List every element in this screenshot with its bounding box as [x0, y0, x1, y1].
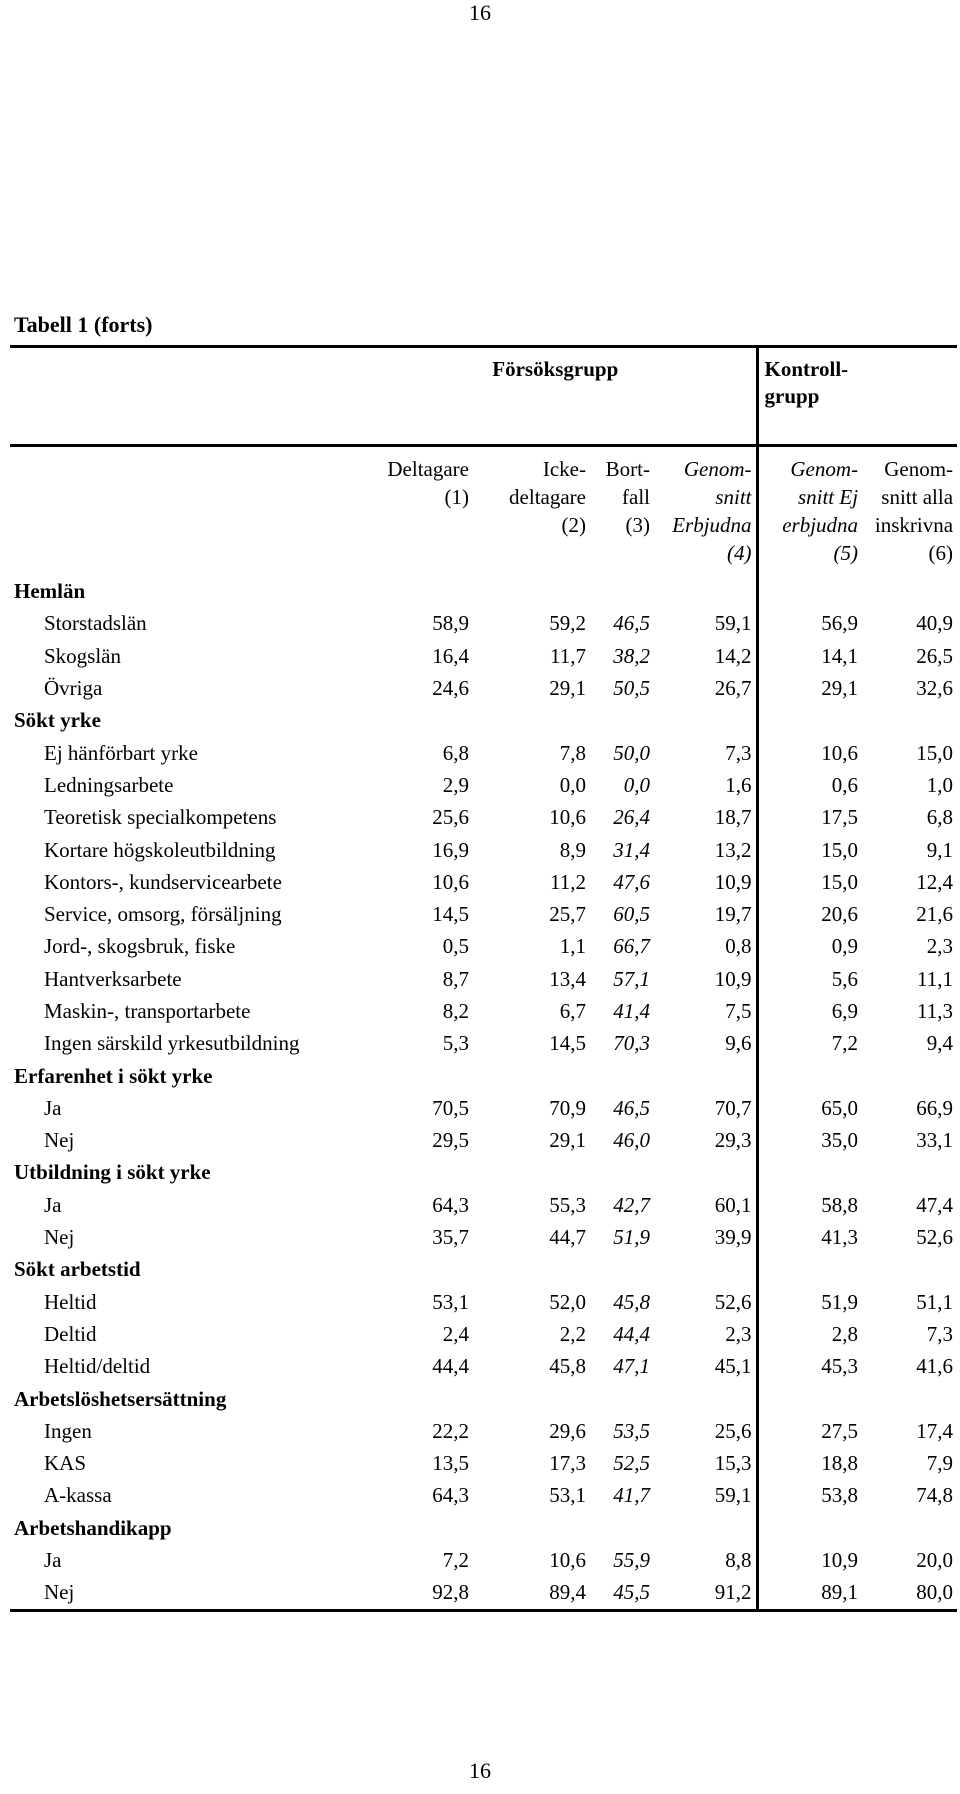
value-cell-col2: 6,7	[559, 999, 586, 1023]
row-label: Nej	[44, 1225, 75, 1250]
value-cell-col2: 11,2	[550, 869, 586, 894]
column-header-5	[757, 446, 862, 576]
row-label: Ja	[44, 1548, 62, 1573]
value-cell-col1: 16,9	[432, 837, 469, 862]
table-caption: Tabell 1 (forts)	[14, 312, 153, 337]
value-cell-col4: 26,7	[714, 676, 752, 701]
column-header-line: snitt	[715, 485, 752, 509]
empty-cell	[355, 575, 473, 607]
value-cell-col4: 91,2	[654, 1576, 757, 1610]
group-control-label-1: Kontroll-	[764, 357, 849, 381]
section-header-row	[10, 1512, 957, 1544]
table-row	[10, 1447, 957, 1479]
table-row	[10, 1350, 957, 1382]
value-cell-col4: 15,3	[714, 1451, 752, 1476]
page-number-bottom: 16	[469, 1758, 491, 1783]
value-cell-col1: 44,4	[432, 1354, 469, 1379]
column-header-row	[10, 446, 957, 576]
section-header-row	[10, 575, 957, 607]
value-cell-col2: 17,3	[549, 1451, 586, 1476]
table-row	[10, 1221, 957, 1253]
value-cell-col5: 10,6	[757, 736, 862, 768]
table-row	[10, 1544, 957, 1576]
value-cell-col2: 8,9	[559, 837, 586, 862]
row-label: Maskin-, transportarbete	[44, 999, 251, 1023]
group-header-row	[10, 347, 957, 446]
column-header-line: Erbjudna	[672, 513, 752, 537]
value-cell-col4: 18,7	[714, 805, 752, 830]
value-cell-col4: 8,8	[725, 1548, 752, 1573]
value-cell-col1: 5,3	[442, 1031, 469, 1056]
row-label: Nej	[10, 1576, 355, 1610]
value-cell-col6: 9,4	[926, 1031, 954, 1056]
value-cell-col3: 31,4	[613, 837, 650, 862]
value-cell-col1: 70,5	[432, 1095, 469, 1120]
empty-cell	[757, 1253, 862, 1285]
value-cell-col1: 22,2	[432, 1418, 469, 1443]
row-label: Ej hänförbart yrke	[44, 740, 198, 765]
value-cell-col1: 0,5	[442, 934, 469, 959]
empty-cell	[590, 575, 654, 607]
empty-cell	[355, 1382, 473, 1414]
value-cell-col2: 0,0	[559, 772, 586, 797]
section-title: Arbetslöshetsersättning	[14, 1386, 227, 1411]
value-cell-col2: 55,3	[549, 1192, 586, 1217]
value-cell-col4: 7,5	[725, 999, 752, 1023]
value-cell-col6: 17,4	[916, 1418, 954, 1443]
value-cell-col1: 92,8	[355, 1576, 473, 1610]
empty-cell	[590, 1059, 654, 1091]
section-header-row	[10, 704, 957, 736]
value-cell-col2: 52,0	[549, 1289, 586, 1314]
value-cell-col5: 35,0	[757, 1124, 862, 1156]
table-row	[10, 736, 957, 768]
value-cell-col4: 29,3	[714, 1128, 752, 1153]
empty-cell	[654, 704, 757, 736]
value-cell-col6: 7,3	[926, 1321, 954, 1346]
value-cell-col3: 44,4	[613, 1321, 650, 1346]
value-cell-col6: 9,1	[926, 837, 954, 862]
value-cell-col3: 66,7	[613, 934, 650, 959]
value-cell-col3: 60,5	[613, 902, 650, 927]
value-cell-col6: 66,9	[916, 1095, 954, 1120]
table-row	[10, 930, 957, 962]
group-trial	[355, 347, 757, 446]
value-cell-col3: 47,1	[613, 1354, 650, 1379]
value-cell-col5: 15,0	[757, 833, 862, 865]
empty-cell	[590, 1512, 654, 1544]
row-label: Storstadslän	[44, 611, 147, 636]
table-row	[10, 1415, 957, 1447]
column-header-line: (4)	[727, 541, 752, 565]
table-row	[10, 769, 957, 801]
section-title: Sökt yrke	[14, 708, 101, 733]
row-label: Övriga	[44, 676, 103, 701]
value-cell-col4: 39,9	[714, 1225, 752, 1250]
column-header-line: deltagare	[509, 485, 586, 509]
table-row	[10, 607, 957, 639]
value-cell-col6: 7,9	[926, 1451, 954, 1476]
value-cell-col4: 59,1	[714, 611, 752, 636]
value-cell-col5: 5,6	[757, 963, 862, 995]
value-cell-col3: 41,7	[613, 1483, 650, 1508]
value-cell-col6: 2,3	[926, 934, 954, 959]
value-cell-col1: 2,9	[442, 772, 469, 797]
column-header-line: Genom-	[683, 457, 752, 481]
empty-cell	[654, 1382, 757, 1414]
value-cell-col5: 14,1	[757, 640, 862, 672]
value-cell-col6: 26,5	[916, 643, 954, 668]
row-label: KAS	[44, 1451, 87, 1476]
section-header-row	[10, 1382, 957, 1414]
value-cell-col4: 1,6	[725, 772, 752, 797]
group-control-label-2: grupp	[764, 384, 820, 408]
table-row	[10, 640, 957, 672]
empty-cell	[862, 1156, 957, 1188]
empty-cell	[654, 1253, 757, 1285]
value-cell-col6: 41,6	[916, 1354, 954, 1379]
table-row	[10, 833, 957, 865]
empty-cell	[473, 1382, 590, 1414]
empty-cell	[654, 1512, 757, 1544]
value-cell-col3: 26,4	[613, 805, 650, 830]
value-cell-col4: 52,6	[714, 1289, 752, 1314]
value-cell-col6: 52,6	[916, 1225, 954, 1250]
row-label: Heltid	[44, 1289, 97, 1314]
row-label: Nej	[44, 1128, 75, 1153]
section-header-row	[10, 1059, 957, 1091]
value-cell-col2: 2,2	[559, 1321, 586, 1346]
value-cell-col6: 15,0	[916, 740, 954, 765]
empty-cell	[654, 575, 757, 607]
value-cell-col3: 55,9	[613, 1548, 650, 1573]
row-label: Heltid/deltid	[44, 1354, 151, 1379]
table-row	[10, 1027, 957, 1059]
column-header-line: Genom-	[884, 457, 954, 481]
column-header-line: (5)	[833, 541, 859, 565]
empty-cell	[590, 1156, 654, 1188]
value-cell-col2: 53,1	[549, 1483, 586, 1508]
column-header-line: Genom-	[790, 457, 859, 481]
value-cell-col5: 58,8	[757, 1189, 862, 1221]
value-cell-col2: 1,1	[559, 934, 586, 959]
table-row	[10, 1124, 957, 1156]
column-header-line: (3)	[625, 513, 650, 537]
column-header-line: Deltagare	[387, 457, 469, 481]
value-cell-col4: 10,9	[714, 869, 752, 894]
group-control	[757, 347, 957, 446]
row-label: Hantverksarbete	[44, 966, 182, 991]
value-cell-col2: 14,5	[549, 1031, 586, 1056]
empty-cell	[862, 704, 957, 736]
value-cell-col2: 29,6	[549, 1418, 586, 1443]
value-cell-col5: 18,8	[757, 1447, 862, 1479]
value-cell-col1: 2,4	[442, 1321, 469, 1346]
column-header-4	[654, 446, 757, 576]
value-cell-col5: 17,5	[757, 801, 862, 833]
value-cell-col1: 7,2	[442, 1548, 469, 1573]
empty-cell	[355, 1156, 473, 1188]
table-row	[10, 995, 957, 1027]
table-row	[10, 898, 957, 930]
value-cell-col3: 57,1	[613, 966, 650, 991]
empty-cell	[757, 575, 862, 607]
empty-cell	[355, 1059, 473, 1091]
value-cell-col2: 45,8	[549, 1354, 586, 1379]
column-header-line: fall	[622, 485, 650, 509]
empty-cell	[473, 1512, 590, 1544]
value-cell-col1: 8,7	[442, 966, 469, 991]
column-header-line: Icke-	[542, 457, 586, 481]
section-title: Erfarenhet i sökt yrke	[14, 1063, 213, 1088]
value-cell-col5: 53,8	[757, 1479, 862, 1511]
value-cell-col4: 70,7	[714, 1095, 752, 1120]
value-cell-col6: 1,0	[926, 772, 954, 797]
value-cell-col1: 64,3	[432, 1192, 469, 1217]
empty-cell	[473, 1059, 590, 1091]
value-cell-col1: 53,1	[432, 1289, 469, 1314]
table-body	[10, 575, 957, 1610]
row-label: Kortare högskoleutbildning	[44, 837, 276, 862]
value-cell-col4: 7,3	[725, 740, 752, 765]
value-cell-col1: 6,8	[442, 740, 469, 765]
row-label: Ja	[44, 1192, 62, 1217]
value-cell-col6: 33,1	[916, 1128, 954, 1153]
value-cell-col3: 53,5	[613, 1418, 650, 1443]
value-cell-col6: 47,4	[916, 1192, 954, 1217]
empty-cell	[862, 1382, 957, 1414]
section-title: Sökt arbetstid	[14, 1257, 141, 1282]
section-title: Hemlän	[14, 579, 86, 604]
empty-cell	[590, 1253, 654, 1285]
value-cell-col2: 29,1	[549, 1128, 586, 1153]
value-cell-col1: 29,5	[432, 1128, 469, 1153]
value-cell-col6: 12,4	[916, 869, 954, 894]
empty-cell	[862, 1512, 957, 1544]
value-cell-col1: 25,6	[432, 805, 469, 830]
empty-cell	[355, 704, 473, 736]
value-cell-col2: 10,6	[549, 805, 586, 830]
row-label: Ingen	[44, 1418, 92, 1443]
empty-cell	[654, 1059, 757, 1091]
row-label: Service, omsorg, försäljning	[44, 902, 282, 927]
table-row	[10, 1479, 957, 1511]
value-cell-col2: 29,1	[549, 676, 586, 701]
value-cell-col2: 70,9	[549, 1095, 586, 1120]
value-cell-col3: 46,5	[613, 1095, 650, 1120]
row-label: Kontors-, kundservicearbete	[44, 869, 282, 894]
value-cell-col2: 7,8	[559, 740, 586, 765]
value-cell-col4: 0,8	[725, 934, 752, 959]
data-table-container	[10, 345, 957, 1612]
value-cell-col3: 50,5	[613, 676, 650, 701]
value-cell-col4: 2,3	[725, 1321, 752, 1346]
value-cell-col6: 40,9	[916, 611, 954, 636]
column-header-line: Bort-	[605, 457, 650, 481]
value-cell-col3: 0,0	[623, 772, 650, 797]
value-cell-col3: 46,5	[613, 611, 650, 636]
value-cell-col5: 51,9	[757, 1286, 862, 1318]
value-cell-col5: 20,6	[757, 898, 862, 930]
empty-cell	[473, 704, 590, 736]
value-cell-col2: 44,7	[549, 1225, 586, 1250]
value-cell-col3: 46,0	[613, 1128, 650, 1153]
value-cell-col5: 10,9	[757, 1544, 862, 1576]
column-header-line: snitt alla	[881, 485, 954, 509]
value-cell-col3: 41,4	[613, 999, 650, 1023]
value-cell-col5: 56,9	[757, 607, 862, 639]
row-label: Deltid	[44, 1321, 97, 1346]
column-header-line: inskrivna	[874, 513, 954, 537]
column-header-3	[590, 446, 654, 576]
value-cell-col1: 24,6	[432, 676, 469, 701]
value-cell-col5: 45,3	[757, 1350, 862, 1382]
value-cell-col5: 2,8	[757, 1318, 862, 1350]
empty-cell	[355, 1512, 473, 1544]
empty-cell	[654, 1156, 757, 1188]
value-cell-col2: 59,2	[549, 611, 586, 636]
row-label: Skogslän	[44, 643, 122, 668]
value-cell-col6: 21,6	[916, 902, 954, 927]
value-cell-col5: 65,0	[757, 1092, 862, 1124]
value-cell-col1: 8,2	[442, 999, 469, 1023]
value-cell-col3: 70,3	[613, 1031, 650, 1056]
value-cell-col5: 0,6	[757, 769, 862, 801]
value-cell-col6: 6,8	[926, 805, 954, 830]
value-cell-col5: 7,2	[757, 1027, 862, 1059]
value-cell-col5: 0,9	[757, 930, 862, 962]
group-trial-label: Försöksgrupp	[492, 357, 619, 381]
empty-cell	[473, 575, 590, 607]
value-cell-col1: 14,5	[432, 902, 469, 927]
row-label: Jord-, skogsbruk, fiske	[44, 934, 236, 959]
value-cell-col4: 10,9	[714, 966, 752, 991]
value-cell-col4: 25,6	[714, 1418, 752, 1443]
row-label: Ja	[44, 1095, 62, 1120]
empty-cell	[757, 1382, 862, 1414]
empty-cell	[862, 1253, 957, 1285]
row-label: Ledningsarbete	[44, 772, 174, 797]
value-cell-col4: 59,1	[714, 1483, 752, 1508]
value-cell-col3: 45,5	[590, 1576, 654, 1610]
value-cell-col5: 6,9	[757, 995, 862, 1027]
table-row	[10, 963, 957, 995]
value-cell-col4: 14,2	[714, 643, 752, 668]
value-cell-col3: 45,8	[613, 1289, 650, 1314]
value-cell-col6: 51,1	[916, 1289, 954, 1314]
value-cell-col1: 58,9	[432, 611, 469, 636]
value-cell-col3: 38,2	[613, 643, 650, 668]
column-header-line: snitt Ej	[797, 485, 859, 509]
value-cell-col3: 51,9	[613, 1225, 650, 1250]
value-cell-col4: 9,6	[725, 1031, 752, 1056]
table-row	[10, 1092, 957, 1124]
value-cell-col5: 41,3	[757, 1221, 862, 1253]
empty-cell	[862, 575, 957, 607]
header-label-spacer	[10, 446, 355, 576]
row-label: A-kassa	[44, 1483, 112, 1508]
empty-cell	[355, 1253, 473, 1285]
empty-cell	[757, 1059, 862, 1091]
empty-cell	[862, 1059, 957, 1091]
page-number-top: 16	[469, 0, 491, 25]
value-cell-col4: 45,1	[714, 1354, 752, 1379]
value-cell-col2: 10,6	[549, 1548, 586, 1573]
column-header-1	[355, 446, 473, 576]
value-cell-col2: 13,4	[549, 966, 586, 991]
value-cell-col1: 64,3	[432, 1483, 469, 1508]
table-row	[10, 801, 957, 833]
row-label: Teoretisk specialkompetens	[44, 805, 277, 830]
table-row	[10, 866, 957, 898]
value-cell-col1: 16,4	[432, 643, 469, 668]
value-cell-col3: 50,0	[613, 740, 650, 765]
value-cell-col2: 11,7	[550, 643, 586, 668]
value-cell-col6: 11,3	[917, 999, 954, 1023]
value-cell-col6: 11,1	[917, 966, 954, 991]
value-cell-col6: 74,8	[916, 1483, 954, 1508]
value-cell-col3: 42,7	[613, 1192, 650, 1217]
column-header-line: (6)	[928, 541, 954, 565]
empty-cell	[590, 1382, 654, 1414]
value-cell-col1: 13,5	[432, 1451, 469, 1476]
empty-cell	[757, 1156, 862, 1188]
value-cell-col5: 89,1	[757, 1576, 862, 1610]
column-header-line: erbjudna	[782, 513, 859, 537]
value-cell-col4: 60,1	[714, 1192, 752, 1217]
value-cell-col2: 89,4	[473, 1576, 590, 1610]
value-cell-col6: 20,0	[916, 1548, 954, 1573]
column-header-6	[862, 446, 957, 576]
value-cell-col1: 10,6	[432, 869, 469, 894]
table-row	[10, 672, 957, 704]
value-cell-col3: 52,5	[613, 1451, 650, 1476]
section-header-row	[10, 1156, 957, 1188]
table-row	[10, 1576, 957, 1610]
empty-cell	[757, 1512, 862, 1544]
empty-cell	[473, 1253, 590, 1285]
value-cell-col3: 47,6	[613, 869, 650, 894]
table-row	[10, 1318, 957, 1350]
section-title: Arbetshandikapp	[14, 1515, 172, 1540]
empty-cell	[590, 704, 654, 736]
value-cell-col2: 25,7	[549, 902, 586, 927]
value-cell-col5: 15,0	[757, 866, 862, 898]
value-cell-col5: 27,5	[757, 1415, 862, 1447]
section-title: Utbildning i sökt yrke	[14, 1160, 211, 1185]
column-header-line: (1)	[444, 485, 469, 509]
section-header-row	[10, 1253, 957, 1285]
empty-cell	[757, 704, 862, 736]
table-row	[10, 1189, 957, 1221]
value-cell-col6: 80,0	[862, 1576, 957, 1610]
value-cell-col6: 32,6	[916, 676, 954, 701]
empty-cell	[473, 1156, 590, 1188]
table-row	[10, 1286, 957, 1318]
data-table	[10, 345, 957, 1612]
value-cell-col4: 19,7	[714, 902, 752, 927]
column-header-2	[473, 446, 590, 576]
value-cell-col1: 35,7	[432, 1225, 469, 1250]
column-header-line: (2)	[561, 513, 586, 537]
group-spacer	[10, 347, 355, 446]
value-cell-col5: 29,1	[757, 672, 862, 704]
row-label: Ingen särskild yrkesutbildning	[44, 1031, 300, 1056]
value-cell-col4: 13,2	[714, 837, 752, 862]
